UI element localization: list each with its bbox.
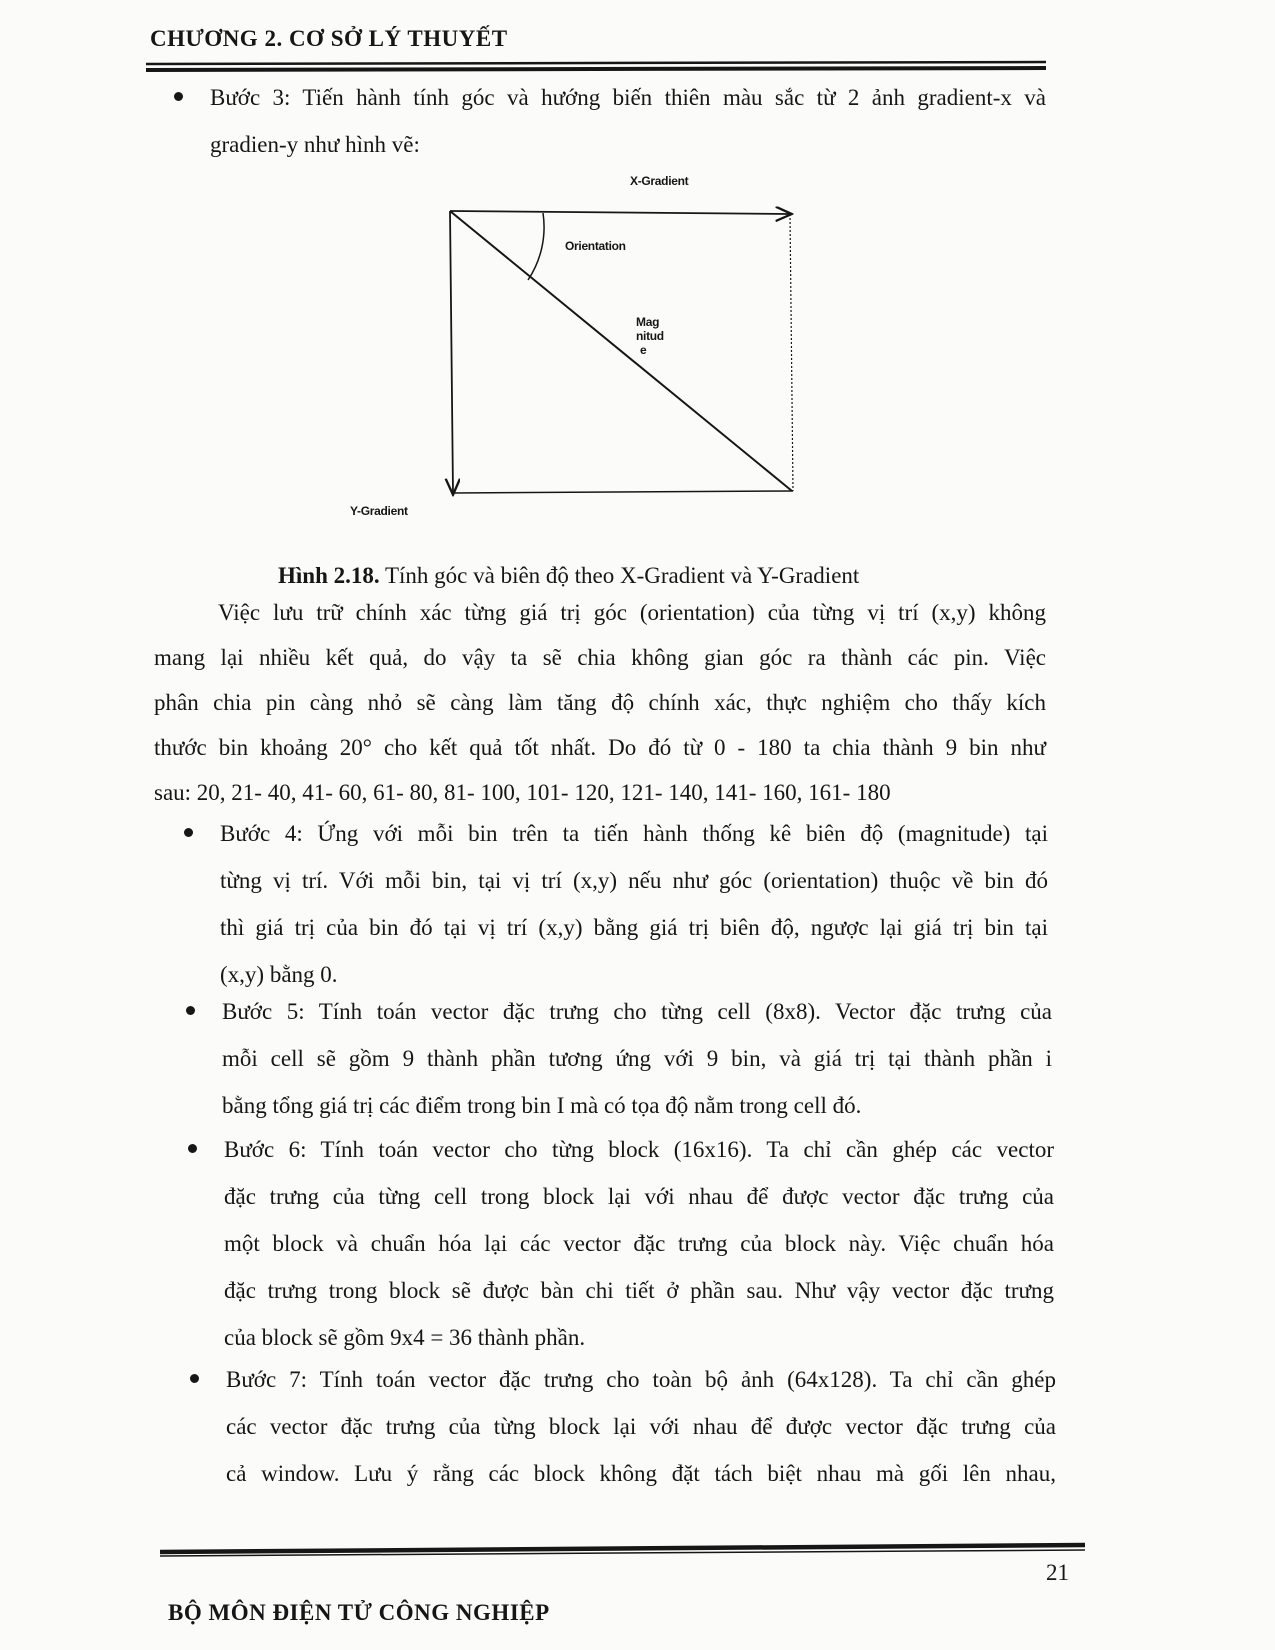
gradient-figure <box>350 175 870 550</box>
text-line: phân chia pin càng nhỏ sẽ càng làm tăng độ chính xác, thực nghiệm cho thấy kích <box>154 690 1046 715</box>
box-right-edge <box>790 214 793 491</box>
x-gradient-axis <box>450 211 790 214</box>
text-line: gradien-y như hình vẽ: <box>210 132 420 157</box>
bullet-step-4 <box>220 810 1048 998</box>
text-line: sau: 20, 21- 40, 41- 60, 61- 80, 81- 100, 101- 120, 121- 140, 141- 160, 161- 180 <box>154 780 891 805</box>
text-line: Bước 4: Ứng với mỗi bin trên ta tiến hành thống kê biên độ (magnitude) tại <box>220 821 1048 846</box>
figure-caption <box>278 563 859 589</box>
gradient-diagram <box>350 175 870 550</box>
bullet-dot <box>188 1144 197 1153</box>
magnitude-label-part: nitud <box>636 329 664 343</box>
text-line: cả window. Lưu ý rằng các block không đặt tách biệt nhau mà gối lên nhau, <box>226 1461 1056 1486</box>
text-line: từng vị trí. Với mỗi bin, tại vị trí (x,y) nếu như góc (orientation) thuộc về bin đó <box>220 868 1048 893</box>
magnitude-label-part: e <box>640 343 647 357</box>
caption-text: Tính góc và biên độ theo X-Gradient và Y-Gradient <box>379 563 860 588</box>
department-footer: BỘ MÔN ĐIỆN TỬ CÔNG NGHIỆP <box>168 1600 550 1625</box>
chapter-header: CHƯƠNG 2. CƠ SỞ LÝ THUYẾT <box>150 26 508 51</box>
text-line: một block và chuẩn hóa lại các vector đặc trưng của block này. Việc chuẩn hóa <box>224 1231 1054 1256</box>
text-line: đặc trưng của từng cell trong block lại với nhau để được vector đặc trưng của <box>224 1184 1054 1209</box>
text-line: các vector đặc trưng của từng block lại với nhau để được vector đặc trưng của <box>226 1414 1056 1439</box>
bullet-dot <box>184 828 193 837</box>
header-rule <box>146 60 1046 74</box>
text-line: bằng tổng giá trị các điểm trong bin I mà có tọa độ nằm trong cell đó. <box>222 1093 862 1118</box>
x-gradient-label: X-Gradient <box>630 174 689 188</box>
bullet-step-5 <box>222 988 1052 1129</box>
bullet-dot <box>186 1006 195 1015</box>
text-line: Việc lưu trữ chính xác từng giá trị góc (orientation) của từng vị trí (x,y) không <box>218 600 1046 625</box>
bullet-step-3 <box>210 74 1046 168</box>
text-line: (x,y) bằng 0. <box>220 962 338 987</box>
bullet-step-7 <box>226 1356 1056 1497</box>
text-line: thì giá trị của bin đó tại vị trí (x,y) bằng giá trị biên độ, ngược lại giá trị bin tại <box>220 915 1048 940</box>
text-line: thước bin khoảng 20° cho kết quả tốt nhất. Do đó từ 0 - 180 ta chia thành 9 bin như <box>154 735 1046 760</box>
magnitude-label <box>636 315 664 357</box>
text-line: Bước 3: Tiến hành tính góc và hướng biến thiên màu sắc từ 2 ảnh gradient-x và <box>210 85 1046 110</box>
y-gradient-label: Y-Gradient <box>350 504 408 518</box>
orientation-arc <box>528 213 544 280</box>
page-number: 21 <box>1046 1560 1069 1585</box>
box-bottom-edge <box>453 491 793 493</box>
bullet-step-6 <box>224 1126 1054 1361</box>
text-line: mang lại nhiều kết quả, do vậy ta sẽ chia không gian góc ra thành các pin. Việc <box>154 645 1046 670</box>
y-gradient-axis <box>450 211 453 493</box>
body-paragraph <box>154 590 1046 815</box>
magnitude-vector <box>450 211 792 491</box>
text-line: của block sẽ gồm 9x4 = 36 thành phần. <box>224 1325 586 1350</box>
text-line: Bước 7: Tính toán vector đặc trưng cho toàn bộ ảnh (64x128). Ta chỉ cần ghép <box>226 1367 1056 1392</box>
footer-rule <box>160 1541 1085 1557</box>
orientation-label: Orientation <box>565 239 626 253</box>
text-line: đặc trưng trong block sẽ được bàn chi tiết ở phần sau. Như vậy vector đặc trưng <box>224 1278 1054 1303</box>
caption-label: Hình 2.18. <box>278 563 380 588</box>
text-line: Bước 6: Tính toán vector cho từng block (16x16). Ta chỉ cần ghép các vector <box>224 1137 1054 1162</box>
bullet-dot <box>174 92 183 101</box>
text-line: mỗi cell sẽ gồm 9 thành phần tương ứng với 9 bin, và giá trị tại thành phần i <box>222 1046 1052 1071</box>
text-line: Bước 5: Tính toán vector đặc trưng cho từng cell (8x8). Vector đặc trưng của <box>222 999 1052 1024</box>
magnitude-label-part: Mag <box>636 315 660 329</box>
bullet-dot <box>190 1374 199 1383</box>
